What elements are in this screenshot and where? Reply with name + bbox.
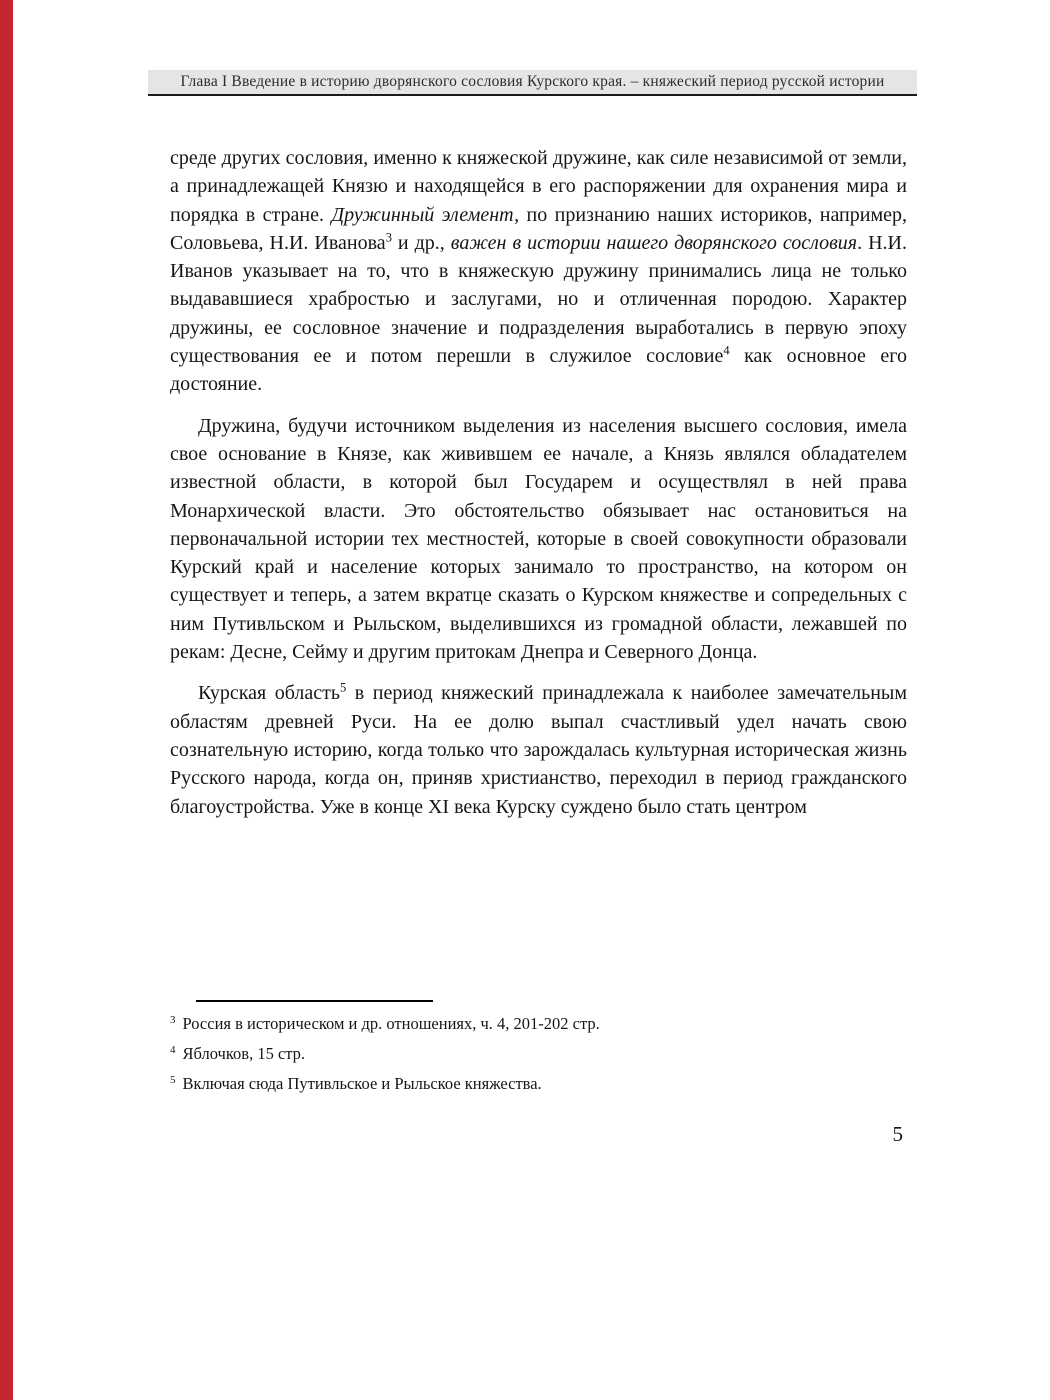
page-header <box>148 70 917 96</box>
text-segment: важен в истории нашего дворянского сословия <box>450 231 858 254</box>
footnote-number: 3 <box>170 1013 176 1026</box>
running-header <box>148 70 917 96</box>
footnote <box>170 1074 890 1094</box>
footnote-number: 5 <box>170 1073 176 1086</box>
paragraph <box>170 412 907 667</box>
footnote-separator <box>196 1000 433 1002</box>
footnote-number: 4 <box>170 1043 176 1056</box>
text-segment: по признанию наших историков, например, Соловьева, Н.И. Иванова <box>170 203 907 254</box>
text-segment: . Н.И. Иванов указывает на то, что в княжескую дружину принимались лица не только выдававшиеся храбростью и заслугами, но и отличенная породою. Характер дружины, ее сословное значение и подразделения выработались в первую эпоху существования ее и потом перешли в служилое сословие <box>170 231 907 368</box>
text-segment: в период княжеский принадлежала к наиболее замечательным областям древней Руси. На ее долю выпал счастливый удел начать свою сознательную историю, когда только что зарождалась культурная историческая жизнь Русского народа, когда он, приняв христианство, переходил в период гражданского благоустройства. Уже в конце XI века Курску суждено было стать центром <box>170 682 907 818</box>
text-segment: Курская область <box>198 682 341 705</box>
paragraph <box>170 144 907 399</box>
page-number: 5 <box>892 1122 903 1146</box>
footnote-reference: 3 <box>385 230 392 245</box>
red-edge-strip <box>0 0 13 1400</box>
paragraph <box>170 679 907 820</box>
footnote-reference: 4 <box>723 343 730 358</box>
running-header-text: Глава I Введение в историю дворянского сословия Курского края. – княжеский период русской истории <box>180 73 885 90</box>
text-segment: среде других сословия, именно к княжеской дружине, как силе независимой от земли, а принадлежащей Князю и находящейся в его распоряжении для охранения мира и порядка в стране. <box>170 147 907 226</box>
text-segment: Дружина, будучи источником выделения из населения высшего сословия, имела свое основание в Князе, как живившем ее начале, а Князь являлся обладателем известной области, в которой был Государем и осуществлял в ней права Монархической власти. Это обстоятельство обязывает нас остановиться на первоначальной истории тех местностей, которые в своей совокупности образовали Курский край и население которых занимало то пространство, на котором он существует и теперь, а затем вкратце сказать о Курском княжестве и сопредельных с ним Путивльском и Рыльском, выделившихся из громадной области, лежавшей по рекам: Десне, Сейму и другим притокам Днепра и Северного Донца. <box>170 414 907 664</box>
footnotes <box>170 1014 890 1104</box>
footnote-text: Россия в историческом и др. отношениях, ч. 4, 201-202 стр. <box>182 1014 600 1033</box>
text-segment: как основное его достояние. <box>170 345 907 396</box>
text-segment: Дружинный элемент, <box>331 203 520 226</box>
footnote-text: Яблочков, 15 стр. <box>182 1044 306 1063</box>
text-segment: и др., <box>391 231 451 254</box>
footnote-reference: 5 <box>340 680 347 695</box>
footnote-text: Включая сюда Путивльское и Рыльское княжества. <box>182 1074 542 1093</box>
footnote <box>170 1044 890 1064</box>
footnote <box>170 1014 890 1034</box>
body-text <box>170 144 907 834</box>
